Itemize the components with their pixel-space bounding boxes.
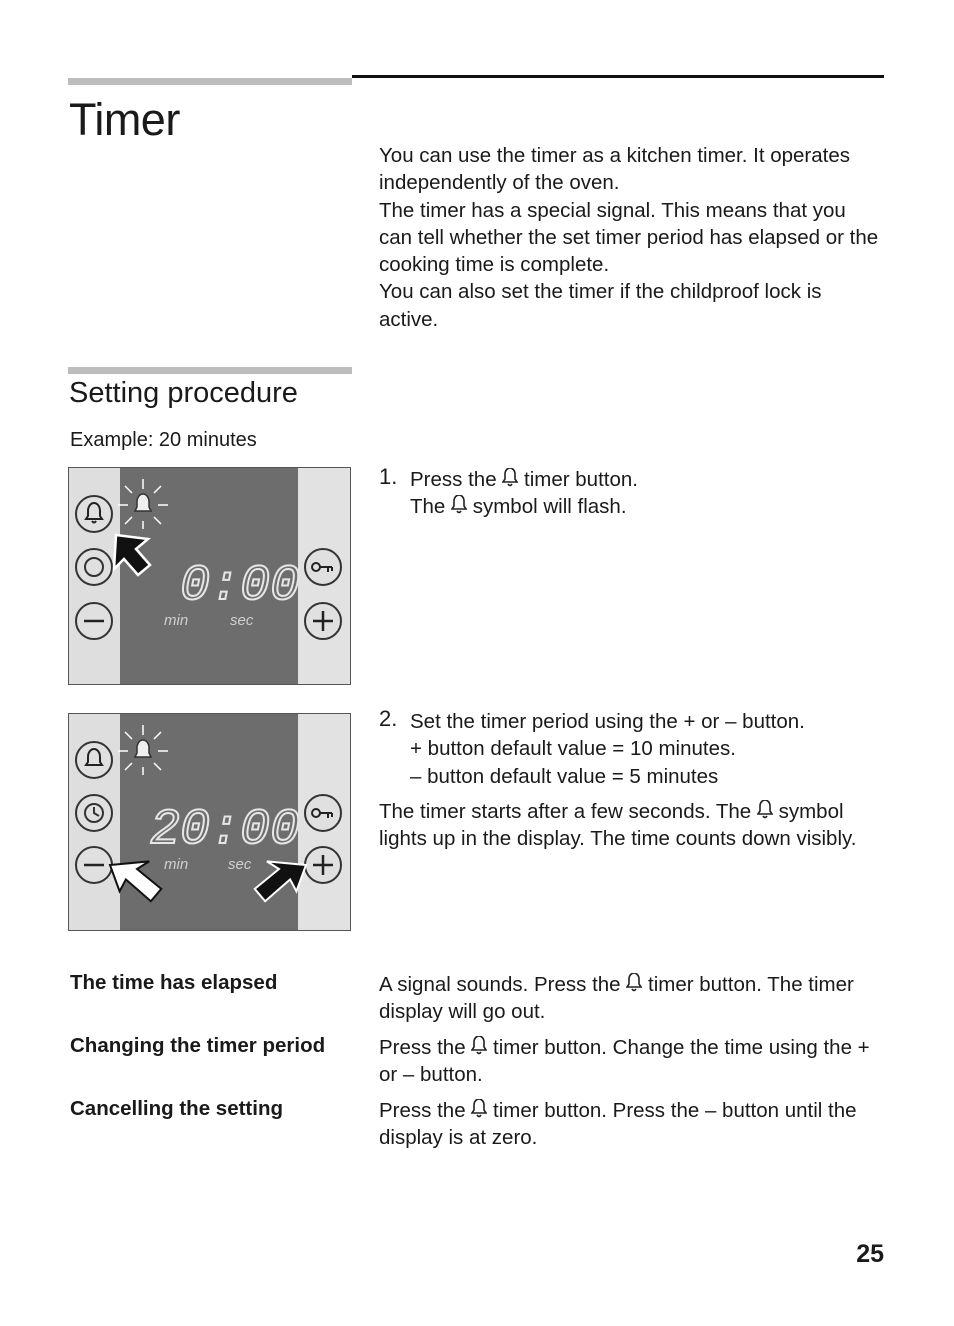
clock-button: [76, 549, 112, 585]
display-time: 20:00: [150, 802, 301, 859]
bell-button: [76, 742, 112, 778]
step-1: [379, 466, 884, 521]
note-desc-elapsed: [379, 971, 884, 1026]
note-label-cancelling: Cancelling the setting: [70, 1097, 283, 1120]
section-rule-grey: [68, 367, 352, 374]
note-desc-cancelling-a: Press the: [379, 1099, 466, 1122]
note-desc-cancelling: [379, 1097, 884, 1152]
intro-paragraph-1: You can use the timer as a kitchen timer. It operates independently of the oven.: [379, 144, 850, 195]
page-title: Timer: [69, 94, 180, 145]
control-panel-figure-2: [68, 713, 351, 931]
section-heading: Setting procedure: [69, 377, 298, 409]
note-desc-changing: [379, 1034, 884, 1089]
step-2: [379, 708, 884, 852]
plus-button: [305, 603, 341, 639]
note-label-changing: Changing the timer period: [70, 1034, 326, 1057]
minus-button: [76, 603, 112, 639]
bell-icon: [451, 495, 467, 515]
step-1-number: 1.: [379, 464, 398, 489]
title-rule-black: [352, 75, 884, 78]
unit-min: min: [164, 612, 189, 629]
step-2-line-1: Set the timer period using the + or – button.: [410, 710, 805, 733]
bell-icon: [626, 973, 642, 993]
step-2-line-2: + button default value = 10 minutes.: [410, 737, 736, 761]
note-desc-elapsed-b: timer button. The timer display will go out.: [379, 973, 854, 1024]
key-button: [305, 795, 341, 831]
unit-min: min: [164, 856, 189, 873]
intro-text: [379, 142, 884, 333]
plus-button: [305, 847, 341, 883]
clock-button: [76, 795, 112, 831]
key-button: [305, 549, 341, 585]
bell-icon: [471, 1099, 487, 1119]
step-2-after-a: The timer starts after a few seconds. The: [379, 799, 752, 823]
bell-icon: [471, 1036, 487, 1056]
note-desc-cancelling-b: timer button. Press the – button until the display is at zero.: [379, 1099, 857, 1150]
note-label-elapsed: The time has elapsed: [70, 971, 278, 994]
step-1-text-b: timer button.: [524, 468, 638, 491]
title-rule-grey: [68, 78, 352, 85]
intro-paragraph-2: The timer has a special signal. This means that you can tell whether the set timer period has elapsed or the cooking time is complete.: [379, 198, 879, 277]
display-time: 0:00: [180, 558, 301, 615]
step-2-after-b: symbol lights up in the display. The time counts down visibly.: [379, 799, 857, 851]
example-caption: Example: 20 minutes: [70, 429, 257, 451]
step-1-text-c: The: [410, 495, 446, 519]
bell-button: [76, 496, 112, 532]
intro-paragraph-3: You can also set the timer if the childproof lock is active.: [379, 280, 822, 331]
note-desc-changing-b: timer button. Change the time using the + or – button.: [379, 1036, 870, 1087]
step-2-line-3: – button default value = 5 minutes: [410, 764, 719, 788]
bell-icon: [502, 468, 518, 488]
minus-button: [76, 847, 112, 883]
bell-icon: [757, 800, 773, 820]
step-2-after: [379, 798, 884, 853]
page-number: 25: [856, 1240, 884, 1268]
note-desc-elapsed-a: A signal sounds. Press the: [379, 973, 621, 996]
control-panel-figure-1: [68, 467, 351, 685]
step-1-text-d: symbol will flash.: [472, 495, 627, 519]
step-2-number: 2.: [379, 706, 398, 731]
step-1-text-a: Press the: [410, 468, 497, 491]
note-desc-changing-a: Press the: [379, 1036, 466, 1059]
unit-sec: sec: [228, 856, 252, 873]
unit-sec: sec: [230, 612, 254, 629]
